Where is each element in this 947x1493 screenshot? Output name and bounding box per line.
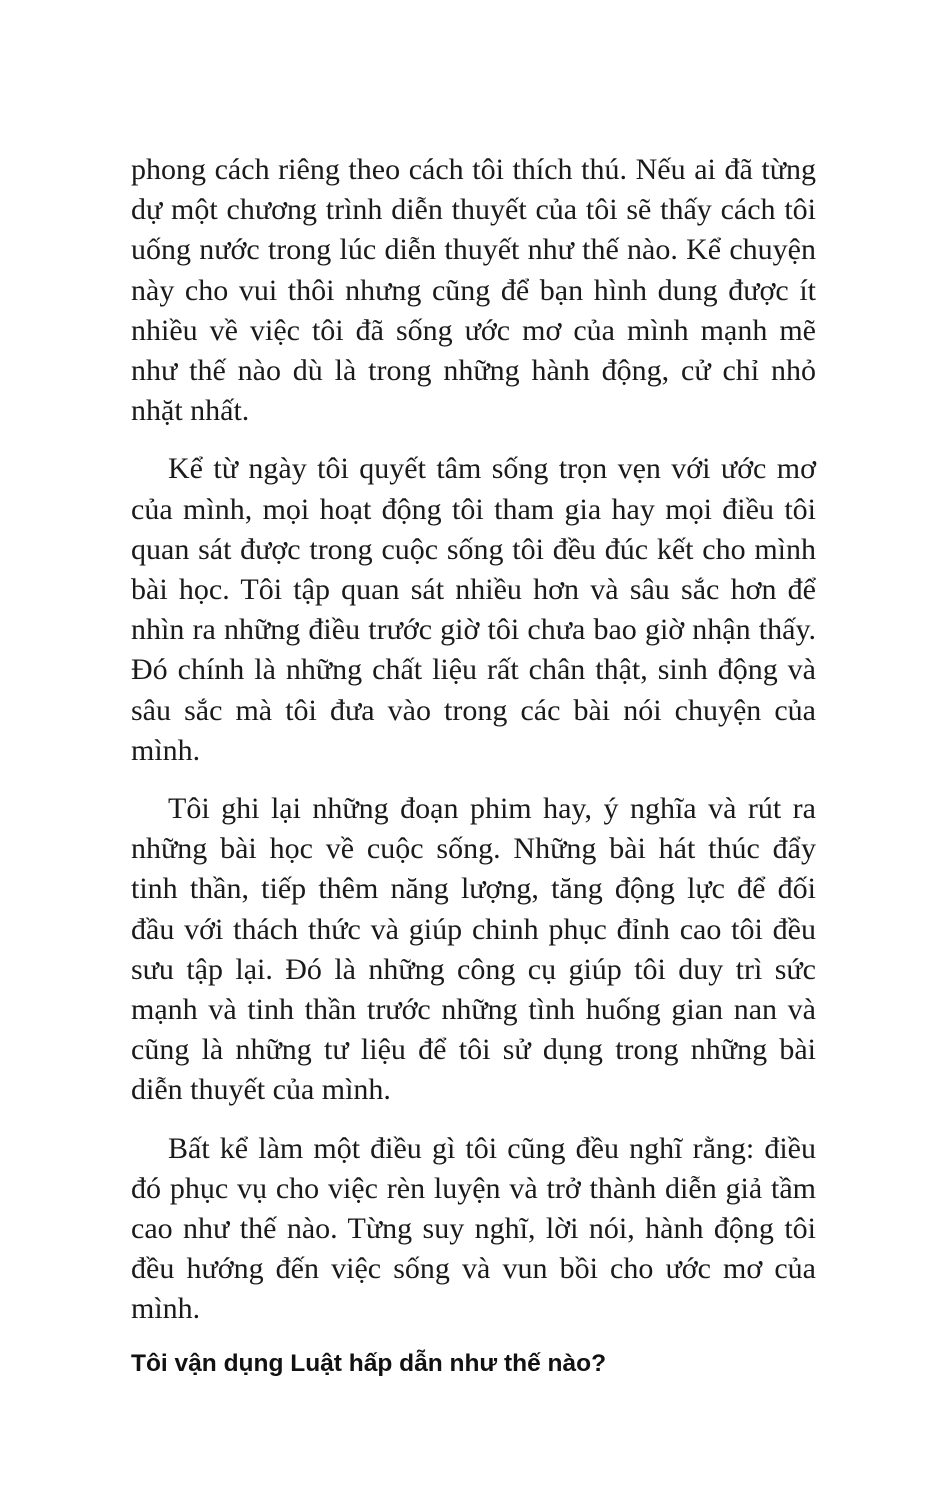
paragraph-films-songs: Tôi ghi lại những đoạn phim hay, ý nghĩa và rút ra những bài học về cuộc sống. Những bài hát thúc đẩy tinh thần, tiếp thêm năng lượng, tăng động lực để đối đầu với thách thức và giúp chinh phục đỉnh cao tôi đều sưu tập lại. Đó là những công cụ giúp tôi duy trì sức mạnh và tinh thần trước những tình huống gian nan và cũng là những tư liệu để tôi sử dụng trong những bài diễn thuyết của mình. (131, 792, 816, 1107)
section-heading: Tôi vận dụng Luật hấp dẫn như thế nào? (131, 1349, 607, 1377)
paragraph-continued: phong cách riêng theo cách tôi thích thú. Nếu ai đã từng dự một chương trình diễn thuyết của tôi sẽ thấy cách tôi uống nước trong lúc diễn thuyết như thế nào. Kể chuyện này cho vui thôi nhưng cũng để bạn hình dung được ít nhiều về việc tôi đã sống ước mơ của mình mạnh mẽ như thế nào dù là trong những hành động, cử chỉ nhỏ nhặt nhất. (131, 153, 816, 428)
paragraph-dream-lessons: Kể từ ngày tôi quyết tâm sống trọn vẹn với ước mơ của mình, mọi hoạt động tôi tham gia hay mọi điều tôi quan sát được trong cuộc sống tôi đều đúc kết cho mình bài học. Tôi tập quan sát nhiều hơn và sâu sắc hơn để nhìn ra những điều trước giờ tôi chưa bao giờ nhận thấy. Đó chính là những chất liệu rất chân thật, sinh động và sâu sắc mà tôi đưa vào trong các bài nói chuyện của mình. (131, 452, 816, 767)
paragraph-speaker-training: Bất kể làm một điều gì tôi cũng đều nghĩ rằng: điều đó phục vụ cho việc rèn luyện và trở thành diễn giả tầm cao như thế nào. Từng suy nghĩ, lời nói, hành động tôi đều hướng đến việc sống và vun bồi cho ước mơ của mình. (131, 1131, 816, 1326)
book-page (131, 150, 816, 1380)
